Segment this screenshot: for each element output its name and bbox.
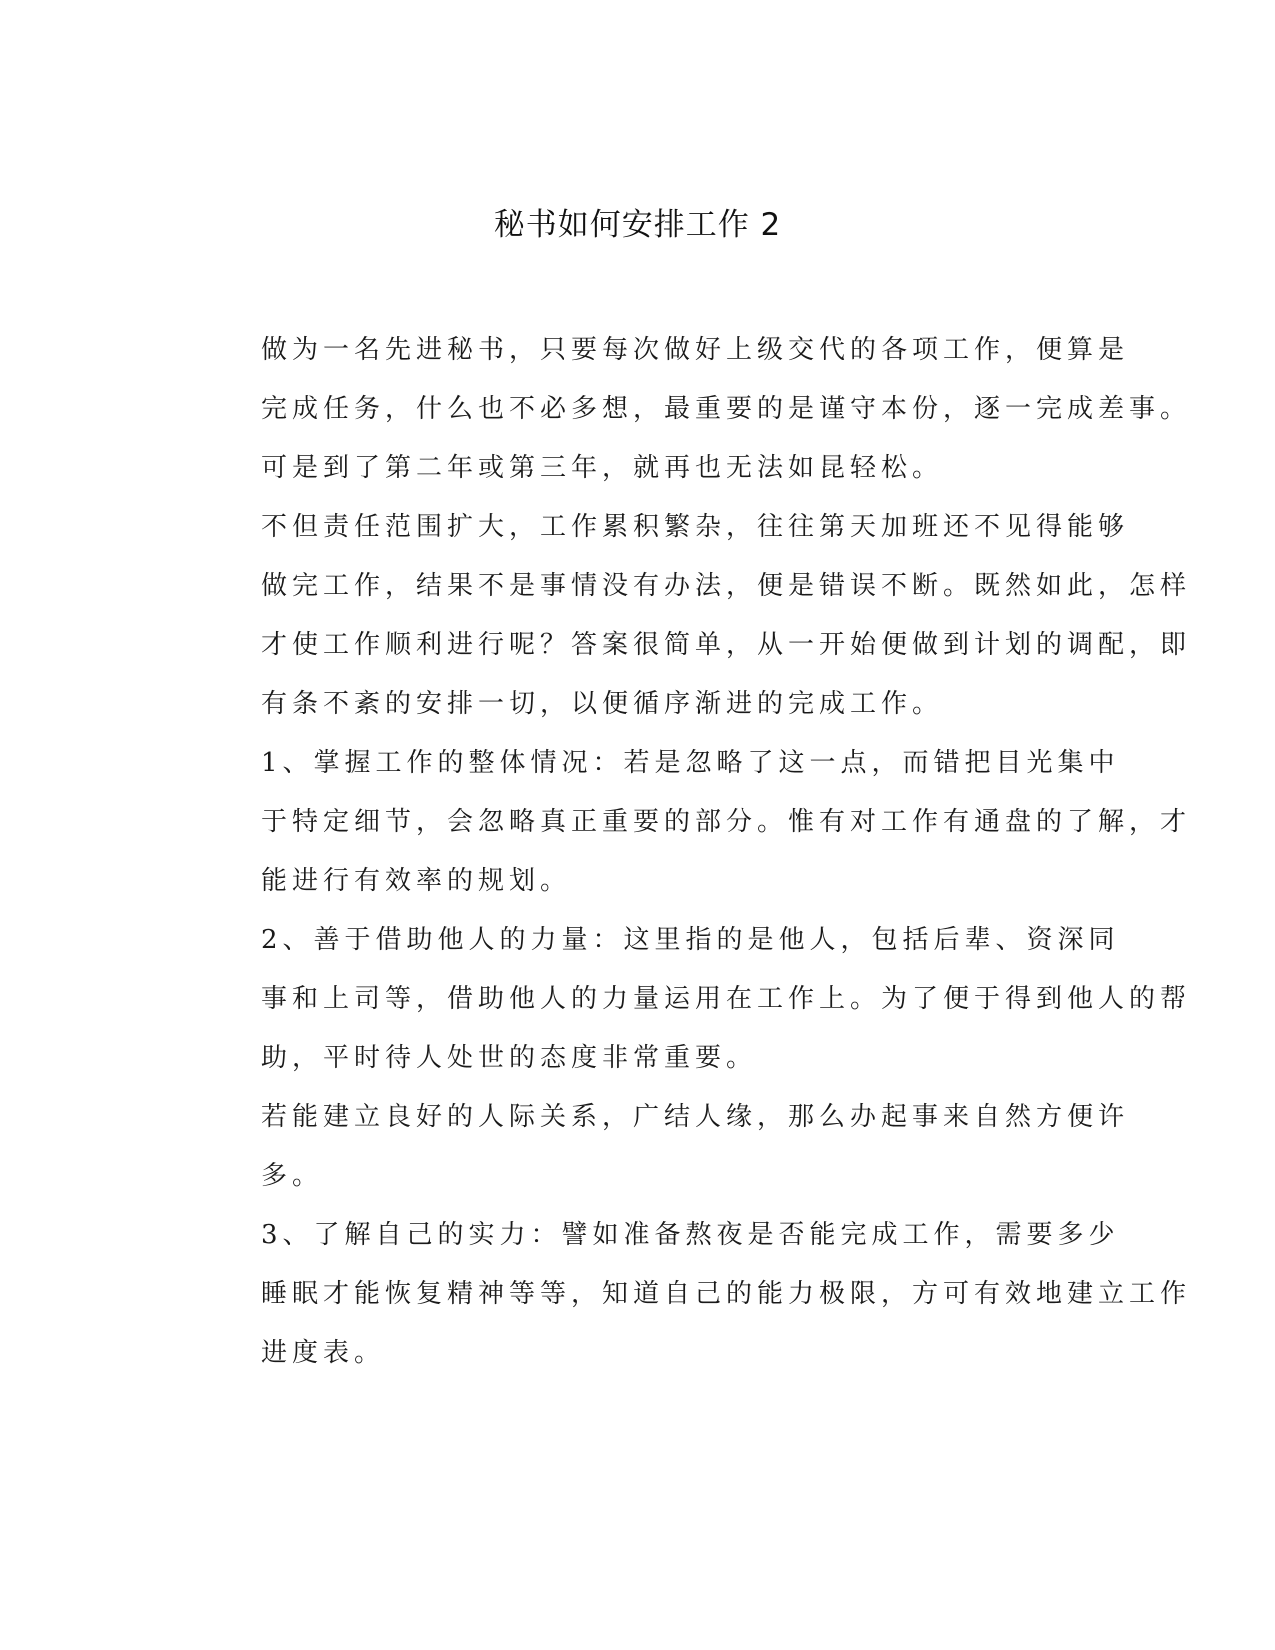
paragraph-line: 若能建立良好的人际关系，广结人缘，那么办起事来自然方便许 — [261, 1102, 1130, 1132]
paragraph-line: 做为一名先进秘书，只要每次做好上级交代的各项工作，便算是 — [261, 335, 1130, 365]
paragraph-line: 睡眠才能恢复精神等等，知道自己的能力极限，方可有效地建立工作 — [261, 1279, 1192, 1309]
document-body — [188, 321, 1192, 1383]
paragraph-point-1 — [188, 734, 1192, 911]
paragraph-line: 有条不紊的安排一切，以便循序渐进的完成工作。 — [261, 689, 944, 719]
paragraph-line: 2、善于借助他人的力量：这里指的是他人，包括后辈、资深同 — [261, 925, 1120, 955]
paragraph-line: 才使工作顺利进行呢？答案很简单，从一开始便做到计划的调配，即 — [261, 630, 1192, 660]
paragraph-line: 1、掌握工作的整体情况：若是忽略了这一点，而错把目光集中 — [261, 748, 1120, 778]
paragraph-line: 助，平时待人处世的态度非常重要。 — [261, 1043, 758, 1073]
paragraph-point-3 — [188, 1206, 1192, 1383]
paragraph-line: 做完工作，结果不是事情没有办法，便是错误不断。既然如此，怎样 — [261, 571, 1192, 601]
paragraph-line: 能进行有效率的规划。 — [261, 866, 572, 896]
paragraph-line: 进度表。 — [261, 1338, 386, 1368]
paragraph-line: 于特定细节，会忽略真正重要的部分。惟有对工作有通盘的了解，才 — [261, 807, 1192, 837]
paragraph-line: 事和上司等，借助他人的力量运用在工作上。为了便于得到他人的帮 — [261, 984, 1192, 1014]
paragraph-line: 3、了解自己的实力：譬如准备熬夜是否能完成工作，需要多少 — [261, 1220, 1120, 1250]
paragraph-line: 不但责任范围扩大，工作累积繁杂，往往第天加班还不见得能够 — [261, 512, 1130, 542]
paragraph-line: 完成任务，什么也不必多想，最重要的是谨守本份，逐一完成差事。 — [261, 394, 1192, 424]
paragraph-intro — [188, 321, 1192, 498]
document-title: 秘书如何安排工作 2 — [493, 207, 782, 243]
paragraph-point-2 — [188, 911, 1192, 1088]
paragraph-relations — [188, 1088, 1130, 1206]
paragraph-line: 多。 — [261, 1161, 324, 1191]
paragraph-line: 可是到了第二年或第三年，就再也无法如昆轻松。 — [261, 453, 944, 483]
paragraph-problem — [188, 498, 1192, 734]
